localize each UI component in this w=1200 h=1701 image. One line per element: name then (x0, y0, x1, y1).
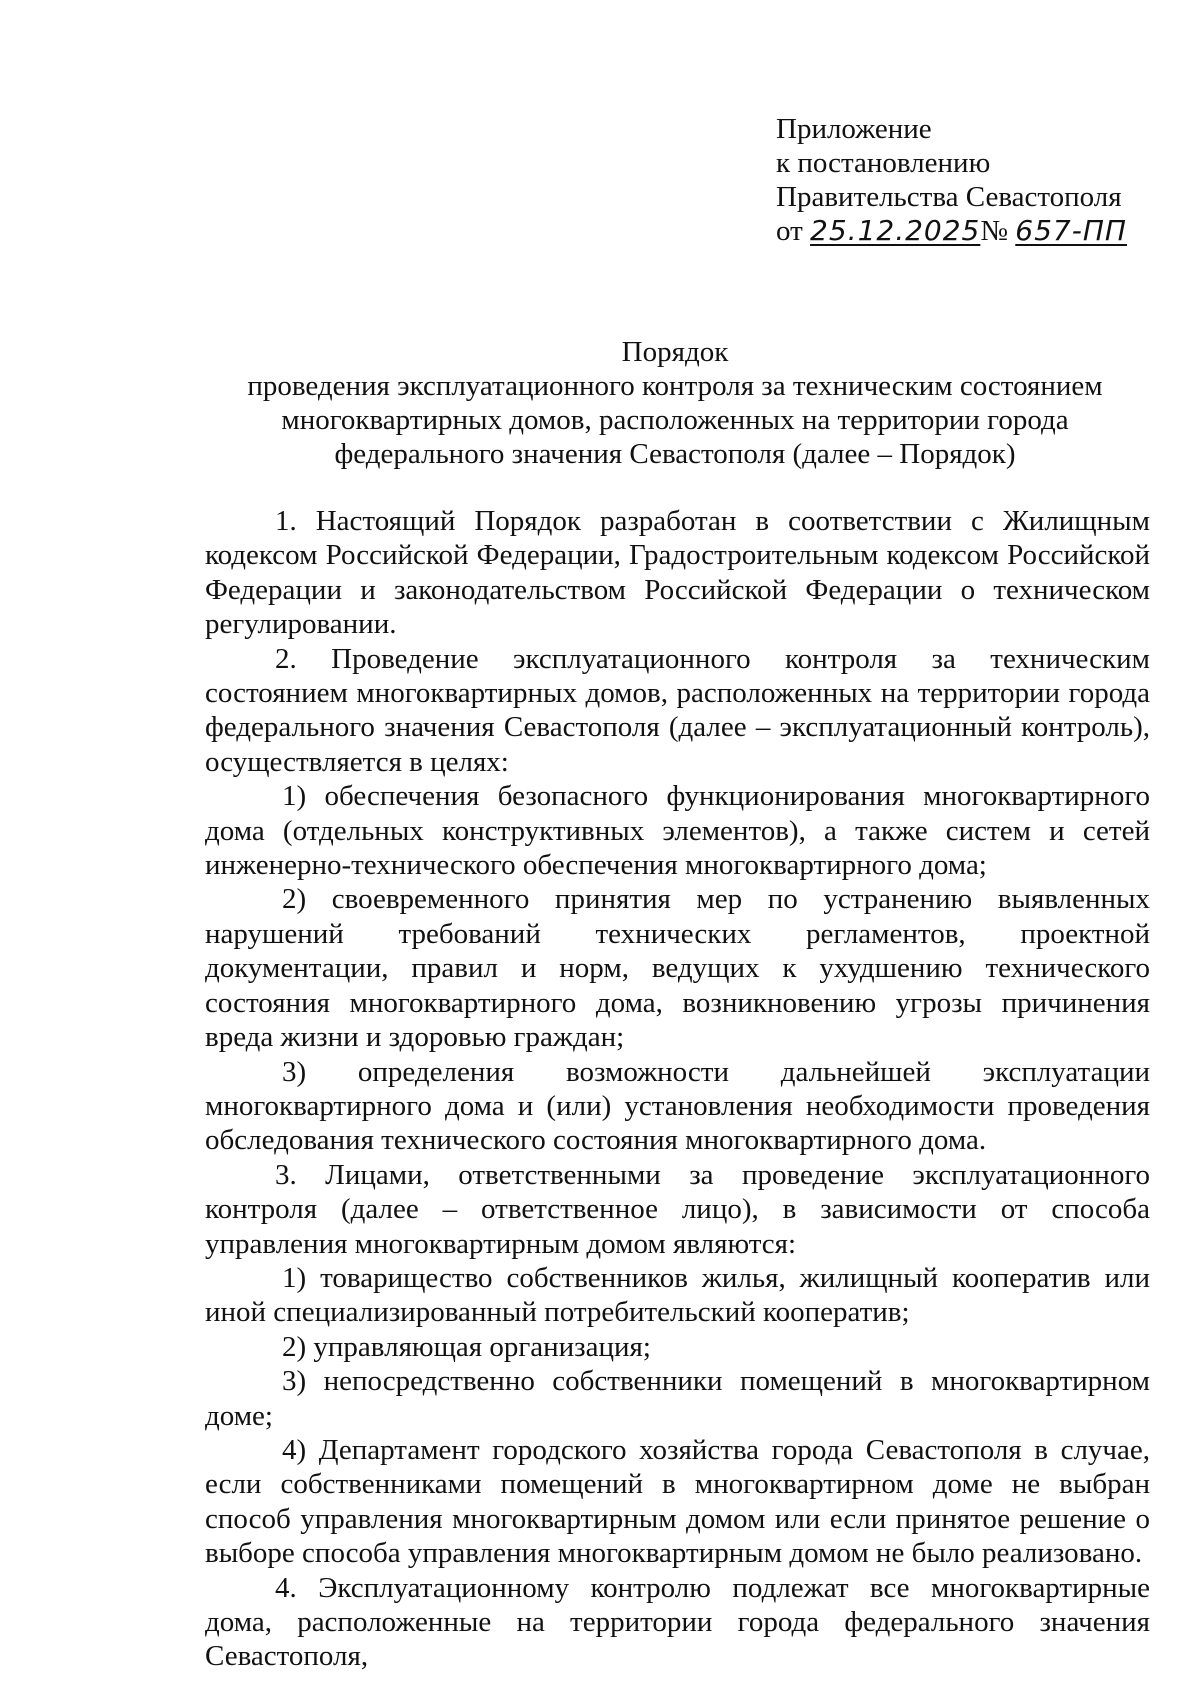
appendix-government: Правительства Севастополя (776, 181, 1122, 213)
handwritten-date: 25.12.2025 (810, 214, 981, 247)
appendix-label: Приложение (776, 113, 932, 145)
appendix-header (776, 112, 1156, 248)
date-prefix: от (776, 215, 803, 247)
paragraph-3-item-3: 3) непосредственно собственники помещений в многоквартирном доме; (205, 1365, 1150, 1432)
title-line-2: проведения эксплуатационного контроля за техническим состоянием (247, 370, 1103, 402)
appendix-date-number-line (776, 214, 1156, 248)
paragraph-1: 1. Настоящий Порядок разработан в соответствии с Жилищным кодексом Российской Федерации, Градостроительным кодексом Российской Федерации и законодательством Российской Федерации о техническом регулировании. (205, 505, 1150, 641)
handwritten-number: 657-ПП (1015, 214, 1127, 247)
paragraph-2-item-2: 2) своевременного принятия мер по устранению выявленных нарушений требований технических регламентов, проектной документации, правил и норм, ведущих к ухудшению технического состояния многоквартирного дома, возникновению угрозы причинения вреда жизни и здоровью граждан; (205, 883, 1150, 1054)
paragraph-3-item-1: 1) товарищество собственников жилья, жилищный кооператив или иной специализированный потребительский кооператив; (205, 1261, 1150, 1329)
paragraph-3-item-2: 2) управляющая организация; (282, 1330, 651, 1363)
paragraph-2-item-3: 3) определения возможности дальнейшей эксплуатации многоквартирного дома и (или) установления необходимости проведения обследования технического состояния многоквартирного дома. (205, 1055, 1150, 1157)
paragraph-4: 4. Эксплуатационному контролю подлежат все многоквартирные дома, расположенные на территории города федерального значения Севастополя, (205, 1571, 1150, 1673)
title-line-4: федерального значения Севастополя (далее – Порядок) (334, 438, 1016, 470)
number-prefix: № (980, 215, 1009, 247)
title-line-3: многоквартирных домов, расположенных на территории города (281, 404, 1069, 436)
paragraph-2: 2. Проведение эксплуатационного контроля за техническим состоянием многоквартирных домов, расположенных на территории города федерального значения Севастополя (далее – эксплуатационный контроль), осуществляется в целях: (205, 642, 1150, 778)
paragraph-3-item-4: 4) Департамент городского хозяйства города Севастополя в случае, если собственниками помещений в многоквартирном доме не выбран способ управления многоквартирным домом или если принятое решение о выборе способа управления многоквартирным домом не было реализовано. (205, 1433, 1150, 1570)
appendix-to-resolution: к постановлению (776, 147, 991, 179)
title-line-1: Порядок (621, 336, 729, 368)
document-body (205, 504, 1150, 1674)
document-title (200, 335, 1150, 471)
paragraph-2-item-1: 1) обеспечения безопасного функционирования многоквартирного дома (отдельных конструктивных элементов), а также систем и сетей инженерно-технического обеспечения многоквартирного дома; (205, 780, 1150, 882)
paragraph-3: 3. Лицами, ответственными за проведение эксплуатационного контроля (далее – ответственное лицо), в зависимости от способа управления многоквартирным домом являются: (205, 1158, 1150, 1260)
